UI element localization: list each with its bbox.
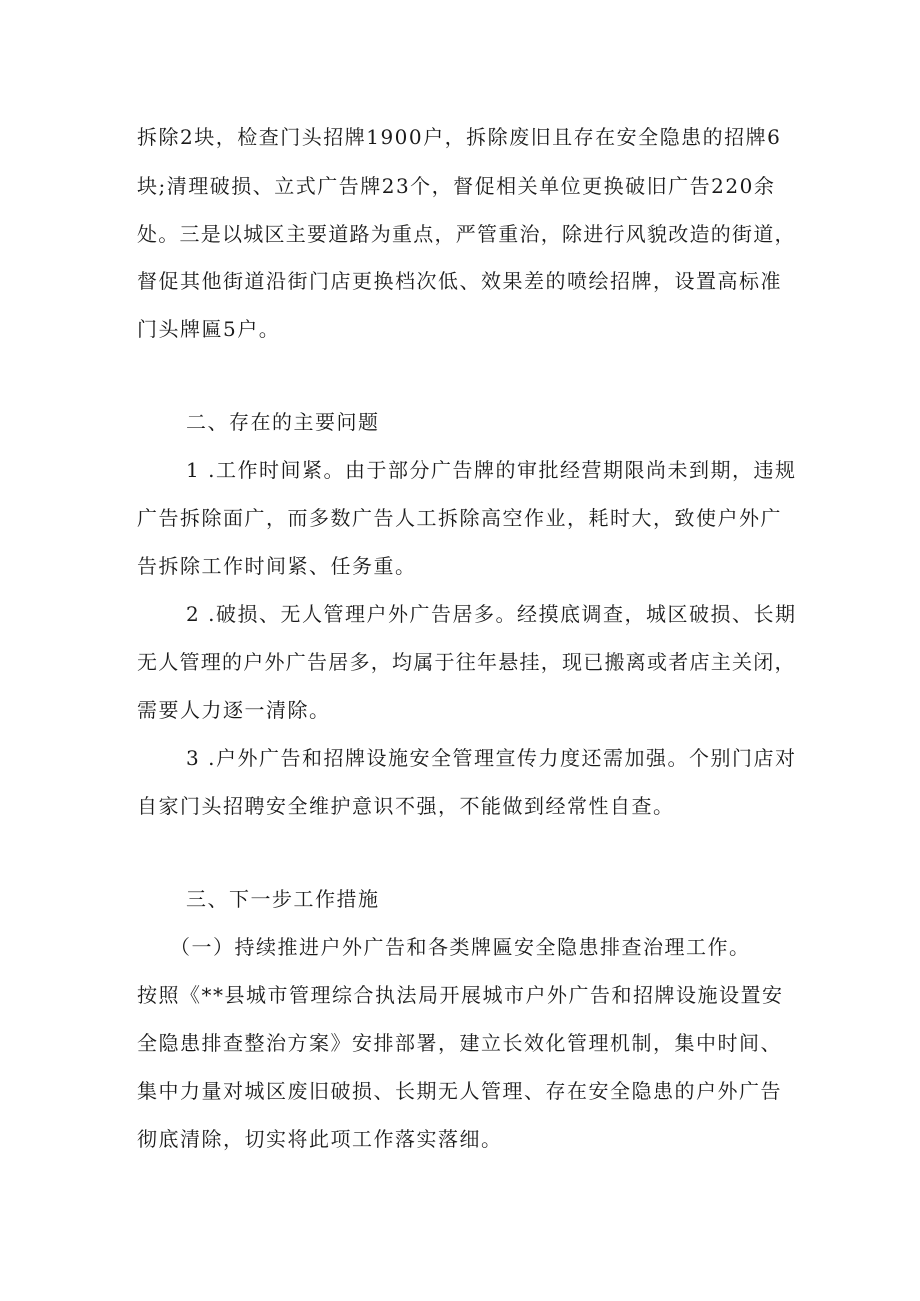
intro-line-2: 块;清理破损、立式广告牌23个，督促相关单位更换破旧广告220余 (137, 174, 776, 198)
section2-item1-line-3: 告拆除工作时间紧、任务重。 (137, 554, 417, 578)
section2-item2-line-1: 2 .破损、无人管理户外广告居多。经摸底调查，城区破损、长期 (186, 602, 797, 626)
section3-item1-line-4: 集中力量对城区废旧破损、长期无人管理、存在安全隐患的户外广告 (137, 1079, 782, 1103)
intro-line-1: 拆除2块，检查门头招牌1900户，拆除废旧且存在安全隐患的招牌6 (137, 125, 782, 149)
section2-item3-line-1: 3 .户外广告和招牌设施安全管理宣传力度还需加强。个别门店对 (186, 746, 797, 770)
intro-line-5: 门头牌匾5户。 (137, 317, 281, 341)
section2-item2-line-3: 需要人力逐一清除。 (137, 698, 331, 722)
section2-item3-line-2: 自家门头招聘安全维护意识不强，不能做到经常性自查。 (137, 794, 675, 818)
intro-line-3: 处。三是以城区主要道路为重点，严管重治，除进行风貌改造的街道， (137, 222, 796, 246)
intro-line-4: 督促其他街道沿街门店更换档次低、效果差的喷绘招牌，设置高标准 (137, 269, 782, 293)
section2-item1-line-2: 广告拆除面广，而多数广告人工拆除高空作业，耗时大，致使户外广 (137, 506, 782, 530)
section3-item1-line-1: （一）持续推进户外广告和各类牌匾安全隐患排查治理工作。 (170, 935, 751, 959)
section3-heading: 三、下一步工作措施 (186, 887, 380, 911)
section2-item1-line-1: 1 .工作时间紧。由于部分广告牌的审批经营期限尚未到期，违规 (186, 458, 797, 482)
section3-item1-line-2: 按照《**县城市管理综合执法局开展城市户外广告和招牌设施设置安 (137, 983, 784, 1007)
section3-item1-line-5: 彻底清除，切实将此项工作落实落细。 (137, 1127, 503, 1151)
section2-item2-line-2: 无人管理的户外广告居多，均属于往年悬挂，现已搬离或者店主关闭， (137, 650, 796, 674)
section3-item1-line-3: 全隐患排查整治方案》安排部署，建立长效化管理机制，集中时间、 (137, 1031, 782, 1055)
section2-heading: 二、存在的主要问题 (186, 410, 380, 434)
